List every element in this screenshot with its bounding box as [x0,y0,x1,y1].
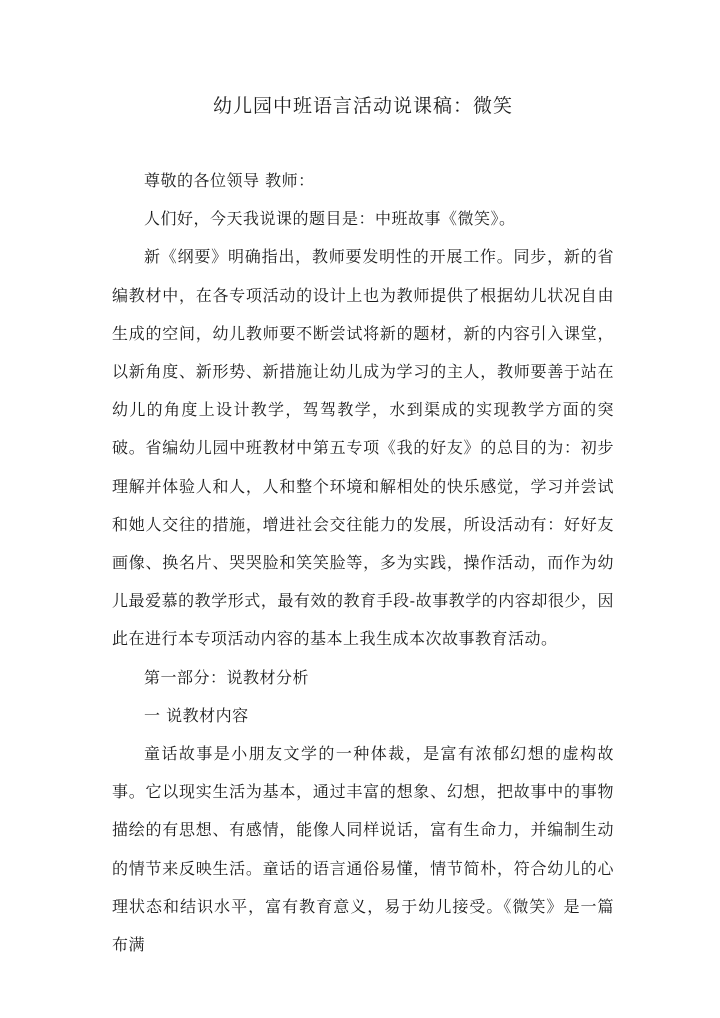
topic-paragraph: 人们好，今天我说课的题目是：中班故事《微笑》。 [144,209,516,229]
document-title: 幼儿园中班语言活动说课稿：微笑 [212,95,513,117]
content-paragraph: 童话故事是小朋友文学的一种体裁，是富有浓郁幻想的虚构故事。它以现实生活为基本，通过丰富的想象、幻想，把故事中的事物描绘的有思想、有感情，能像人同样说话，富有生命力，并编制生动的情节来反映生活。童话的语言通俗易懂，情节简朴，符合幼儿的心理状态和结识水平，富有教育意义，易于幼儿接受。《微笑》是一篇布满 [112,744,614,955]
subsection-heading: 一 说教材内容 [144,705,249,725]
background-paragraph: 新《纲要》明确指出，教师要发明性的开展工作。同步，新的省编教材中，在各专项活动的设计上也为教师提供了根据幼儿状况自由生成的空间，幼儿教师要不断尝试将新的题材，新的内容引入课堂，以新角度、新形势、新措施让幼儿成为学习的主人，教师要善于站在幼儿的角度上设计教学，驾驾教学，水到渠成的实现教学方面的突破。省编幼儿园中班教材中第五专项《我的好友》的总目的为：初步理解并体验人和人，人和整个环境和解相处的快乐感觉，学习并尝试和她人交往的措施，增进社会交往能力的发展，所设活动有：好好友画像、换名片、哭哭脸和笑笑脸等，多为实践，操作活动，而作为幼儿最爱慕的教学形式，最有效的教育手段-故事教学的内容却很少，因此在进行本专项活动内容的基本上我生成本次故事教育活动。 [112,247,614,649]
greeting-paragraph: 尊敬的各位领导 教师： [144,171,315,190]
section-heading: 第一部分：说教材分析 [144,667,310,687]
